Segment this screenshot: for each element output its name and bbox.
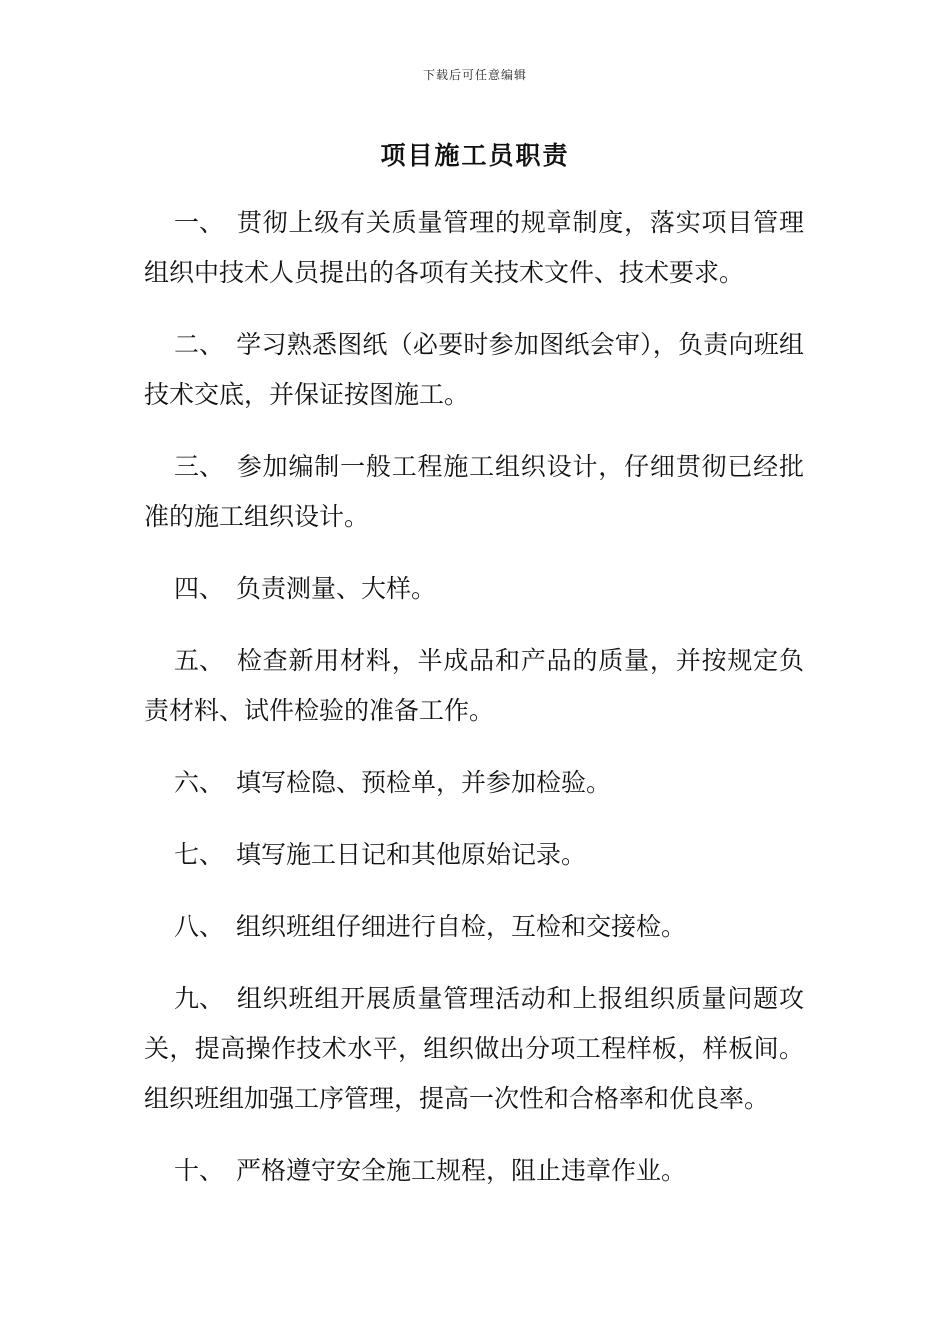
duty-item-1 bbox=[144, 198, 804, 298]
duty-text: 检查新用材料，半成品和产品的质量，并按规定负责材料、试件检验的准备工作。 bbox=[144, 646, 804, 725]
duty-text: 参加编制一般工程施工组织设计，仔细贯彻已经批准的施工组织设计。 bbox=[144, 452, 804, 531]
duty-text: 严格遵守安全施工规程，阻止违章作业。 bbox=[236, 1156, 687, 1185]
duty-number: 七、 bbox=[174, 840, 225, 869]
duty-item-10 bbox=[144, 1146, 804, 1196]
duty-number: 六、 bbox=[174, 768, 225, 797]
duty-item-3 bbox=[144, 442, 804, 542]
duty-number: 三、 bbox=[174, 452, 225, 481]
duty-item-4 bbox=[144, 564, 804, 614]
duty-item-8 bbox=[144, 902, 804, 952]
duty-item-9 bbox=[144, 974, 804, 1124]
duty-number: 九、 bbox=[174, 984, 225, 1013]
duty-number: 四、 bbox=[174, 574, 225, 603]
duties-list bbox=[144, 198, 804, 1218]
duty-item-5 bbox=[144, 636, 804, 736]
duty-text: 贯彻上级有关质量管理的规章制度，落实项目管理组织中技术人员提出的各项有关技术文件、技术要求。 bbox=[144, 208, 804, 287]
duty-text: 学习熟悉图纸（必要时参加图纸会审），负责向班组技术交底，并保证按图施工。 bbox=[144, 330, 804, 409]
duty-item-2 bbox=[144, 320, 804, 420]
duty-text: 填写检隐、预检单，并参加检验。 bbox=[236, 768, 612, 797]
duty-number: 五、 bbox=[174, 646, 225, 675]
duty-number: 八、 bbox=[174, 912, 225, 941]
header-note: 下载后可任意编辑 bbox=[422, 68, 527, 82]
duty-text: 填写施工日记和其他原始记录。 bbox=[236, 840, 587, 869]
duty-number: 二、 bbox=[174, 330, 225, 359]
duty-number: 十、 bbox=[174, 1156, 225, 1185]
document-title: 项目施工员职责 bbox=[380, 141, 570, 170]
duty-number: 一、 bbox=[174, 208, 225, 237]
duty-item-7 bbox=[144, 830, 804, 880]
duty-item-6 bbox=[144, 758, 804, 808]
duty-text: 负责测量、大样。 bbox=[236, 574, 437, 603]
duty-text: 组织班组开展质量管理活动和上报组织质量问题攻关，提高操作技术水平，组织做出分项工程样板，样板间。组织班组加强工序管理，提高一次性和合格率和优良率。 bbox=[144, 984, 804, 1113]
duty-text: 组织班组仔细进行自检，互检和交接检。 bbox=[236, 912, 687, 941]
